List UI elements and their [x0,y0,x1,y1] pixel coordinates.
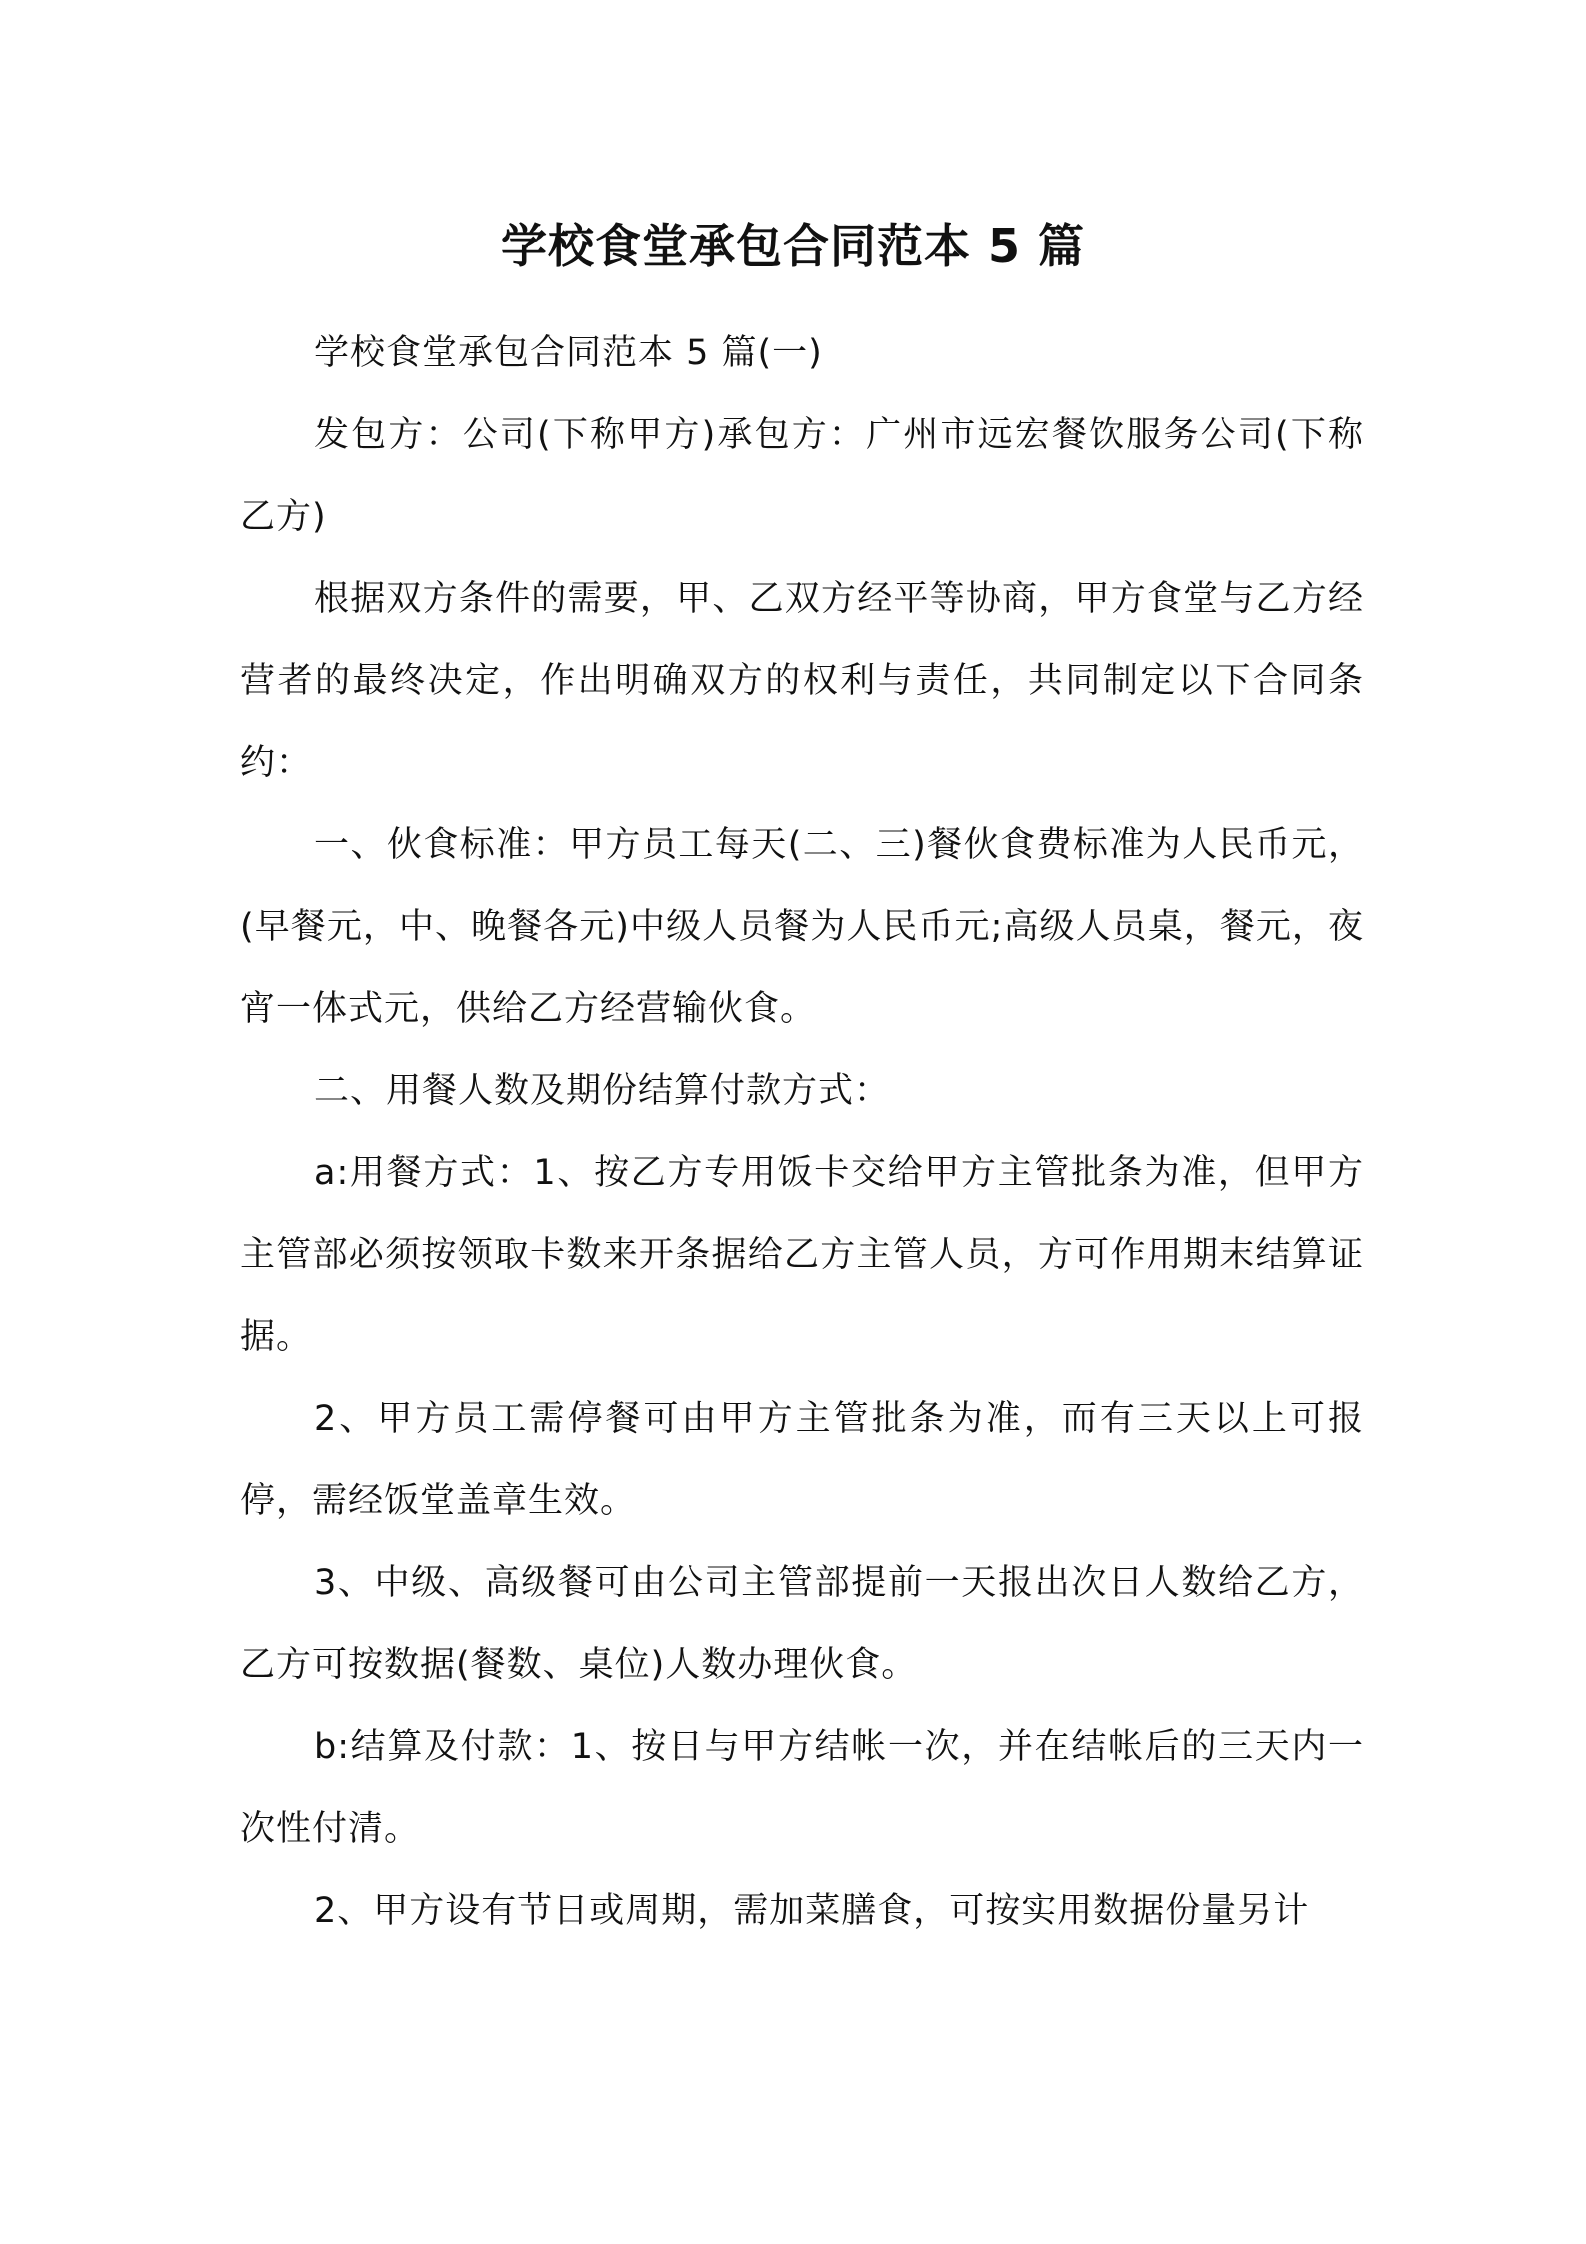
paragraph-meal-standard: 一、伙食标准：甲方员工每天(二、三)餐伙食费标准为人民币元，(早餐元，中、晚餐各元)中级人员餐为人民币元;高级人员桌，餐元，夜宵一体式元，供给乙方经营输伙食。 [240,825,1364,1029]
paragraph-settlement: b:结算及付款：1、按日与甲方结帐一次，并在结帐后的三天内一次性付清。 [240,1727,1364,1849]
document-title: 学校食堂承包合同范本 5 篇 [500,219,1086,273]
paragraph-senior-meals: 3、中级、高级餐可由公司主管部提前一天报出次日人数给乙方，乙方可按数据(餐数、桌位)人数办理伙食。 [240,1563,1364,1685]
document-body [240,312,1364,1952]
paragraph-meal-suspension: 2、甲方员工需停餐可由甲方主管批条为准，而有三天以上可报停，需经饭堂盖章生效。 [240,1399,1364,1521]
paragraph-section-two: 二、用餐人数及期份结算付款方式： [314,1071,891,1111]
paragraph-subtitle: 学校食堂承包合同范本 5 篇(一) [314,333,823,373]
paragraph-dining-method: a:用餐方式：1、按乙方专用饭卡交给甲方主管批条为准，但甲方主管部必须按领取卡数来开条据给乙方主管人员，方可作用期末结算证据。 [240,1153,1364,1357]
paragraph-parties: 发包方：公司(下称甲方)承包方：广州市远宏餐饮服务公司(下称乙方) [240,415,1364,537]
paragraph-preamble: 根据双方条件的需要，甲、乙双方经平等协商，甲方食堂与乙方经营者的最终决定，作出明确双方的权利与责任，共同制定以下合同条约： [240,579,1364,783]
paragraph-holiday-meals: 2、甲方设有节日或周期，需加菜膳食，可按实用数据份量另计 [314,1891,1310,1931]
